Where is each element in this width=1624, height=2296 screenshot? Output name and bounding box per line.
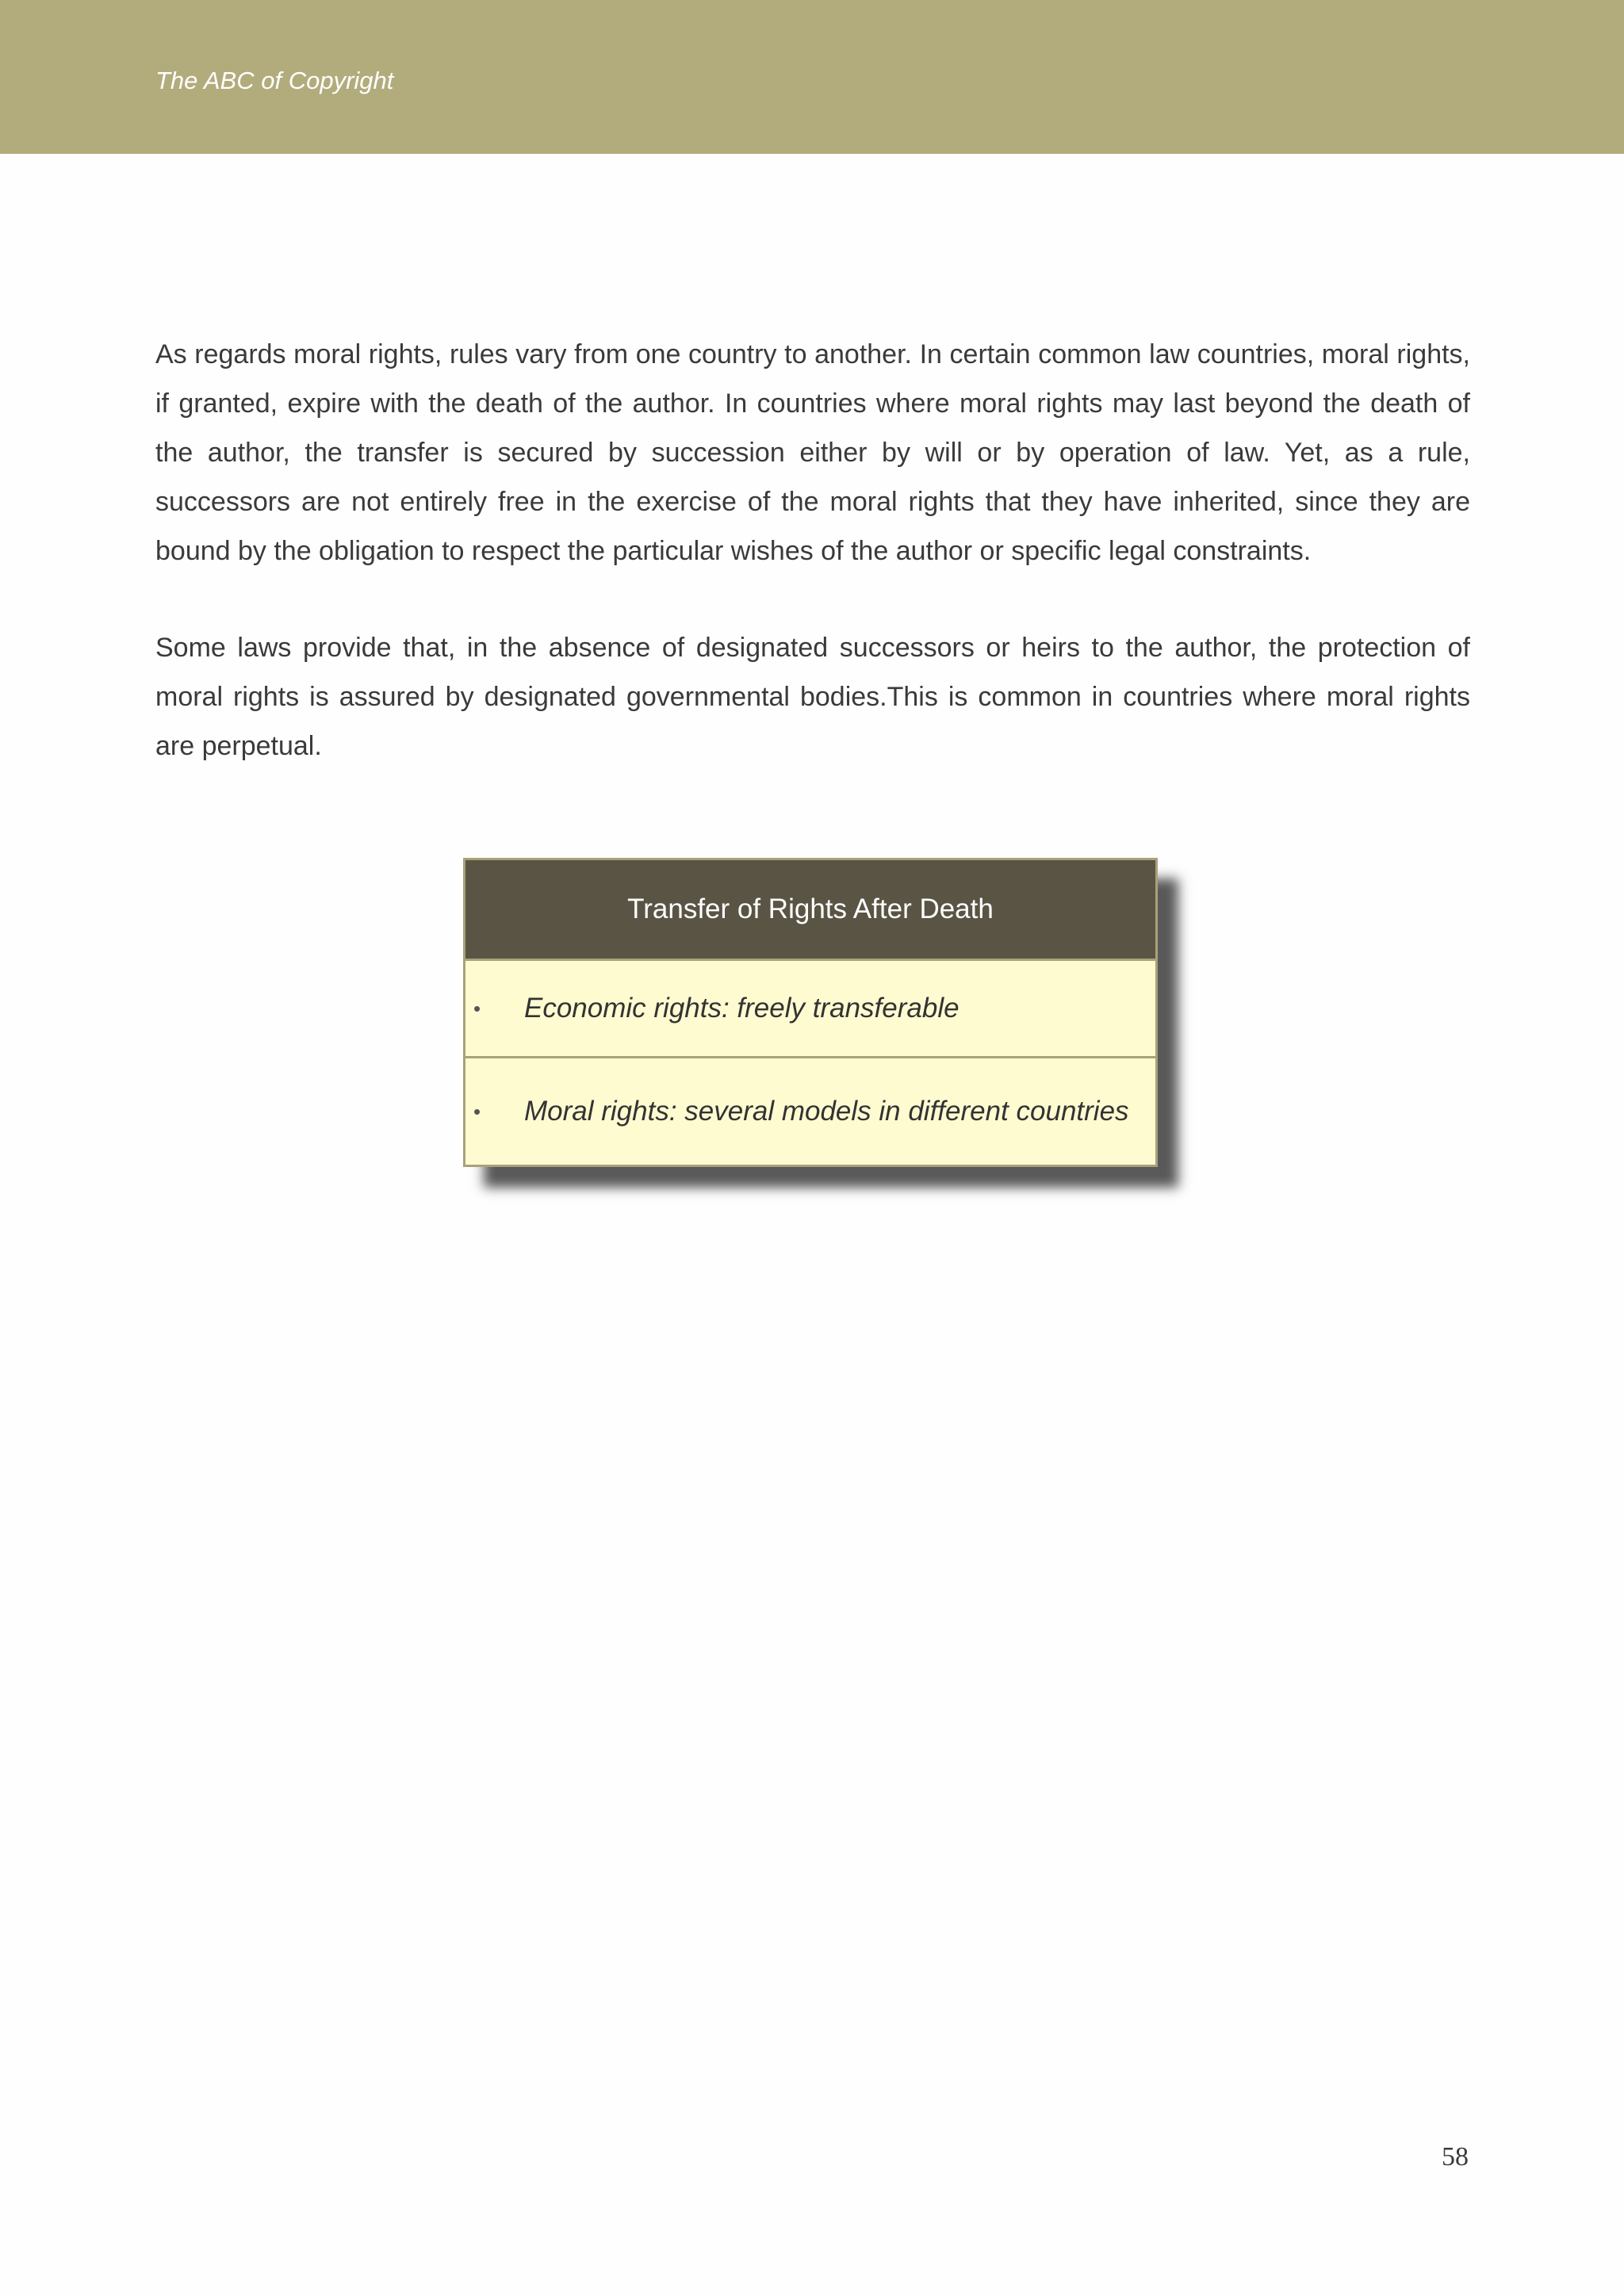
page-number: 58 [1442,2142,1469,2172]
summary-box [463,858,1158,1167]
bullet-icon: • [473,1099,481,1123]
summary-box-item [465,1058,1155,1165]
bullet-icon: • [473,996,481,1020]
summary-box-title: Transfer of Rights After Death [627,894,994,924]
summary-box-header [465,860,1155,961]
running-title: The ABC of Copyright [155,67,394,94]
header-band [0,0,1624,154]
summary-box-item-text: Moral rights: several models in different countries [524,1096,1129,1127]
body-paragraph-1: As regards moral rights, rules vary from one country to another. In certain common law countries, moral rights, if granted, expire with the death of the author. In countries where moral rights may last beyond the death of the author, the transfer is secured by succession either by will or by operation of law. Yet, as a rule, successors are not entirely free in the exercise of the moral rights that they have inherited, since they are bound by the obligation to respect the particular wishes of the author or specific legal constraints. [155,339,1470,566]
body-paragraph-2: Some laws provide that, in the absence of designated successors or heirs to the author, the protection of moral rights is assured by designated governmental bodies.This is common in countries where moral rights are perpetual. [155,633,1470,761]
summary-box-item-text: Economic rights: freely transferable [524,993,959,1024]
summary-box-item [465,961,1155,1058]
